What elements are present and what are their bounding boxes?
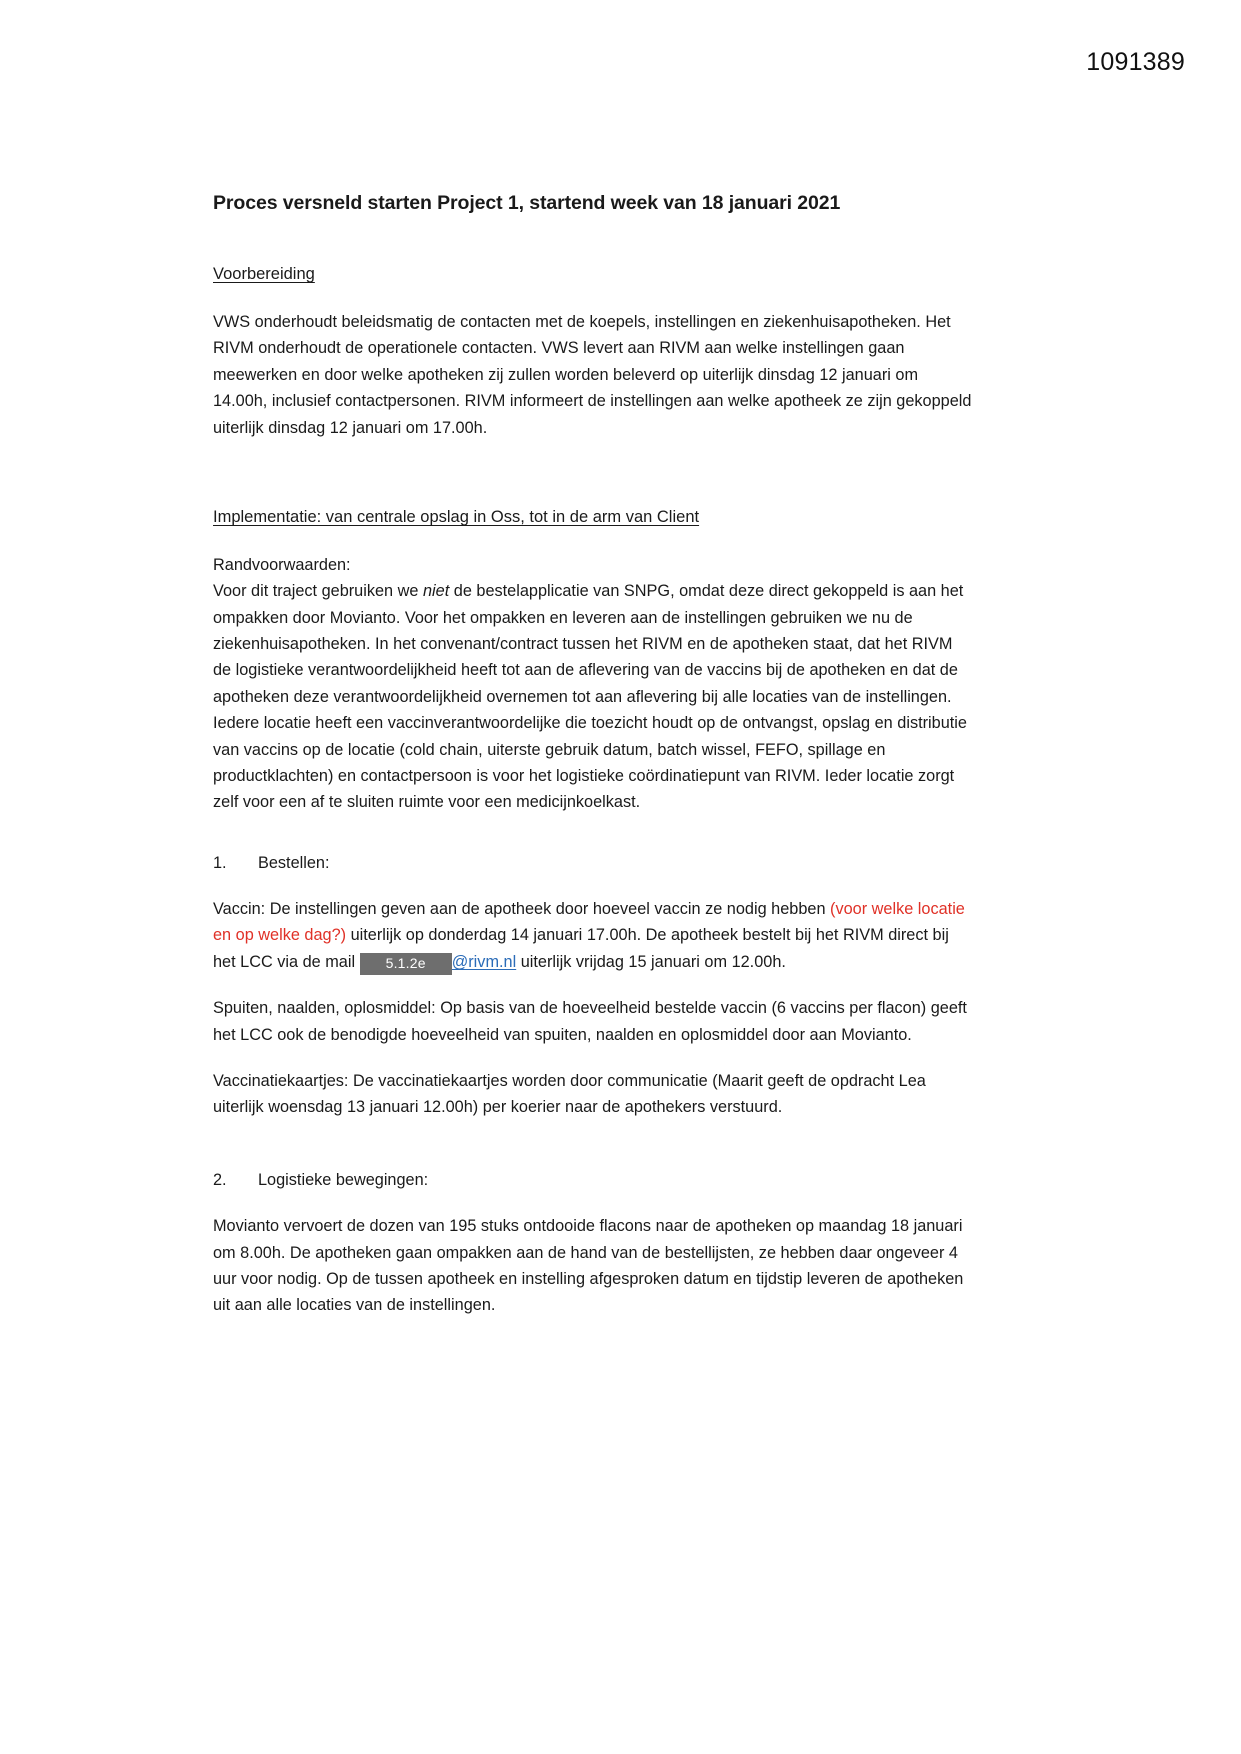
vaccin-text-suffix: uiterlijk vrijdag 15 januari om 12.00h.: [516, 952, 786, 971]
vaccin-text-middle: uiterlijk op donderdag 14 januari 17.00h. De apotheek bestelt bij het RIVM direct bij het LCC via de mail: [213, 926, 949, 971]
randvoorwaarden-emphasis-niet: niet: [422, 582, 450, 601]
paragraph-randvoorwaarden: [213, 578, 975, 816]
spacer: [213, 836, 975, 850]
paragraph-vaccin: [213, 896, 975, 975]
paragraph-vaccinatiekaartjes: Vaccinatiekaartjes: De vaccinatiekaartjes worden door communicatie (Maarit geeft de opdracht Lea uiterlijk woensdag 13 januari 12.00h) per koerier naar de apothekers verstuurd.: [213, 1072, 926, 1117]
randvoorwaarden-text-part1: Voor dit traject gebruiken we: [213, 582, 423, 601]
spacer: [213, 461, 975, 505]
red-annotation-note: (voor welke locatie en op welke dag?): [213, 900, 965, 945]
label-randvoorwaarden: Randvoorwaarden:: [213, 555, 351, 574]
randvoorwaarden-text-part2: de bestelapplicatie van SNPG, omdat deze direct gekoppeld is aan het ompakken door Movianto. Voor het ompakken en leveren aan de instellingen gebruiken we nu de ziekenhuisapotheken. In het convenant/contract tussen het RIVM en de apotheken staat, dat het RIVM de logistieke verantwoordelijkheid heeft tot aan de aflevering van de vaccins bij de apotheken en dat de apotheken deze verantwoordelijkheid overnemen tot aan aflevering bij alle locaties van de instellingen. Iedere locatie heeft een vaccinverantwoordelijke die toezicht houdt op de ontvangst, opslag en distributie van vaccins op de locatie (cold chain, uiterste gebruik datum, batch wissel, FEFO, spillage en productklachten) en contactpersoon is voor het logistieke coördinatiepunt van RIVM. Ieder locatie zorgt zelf voor een af te sluiten ruimte voor een medicijnkoelkast.: [213, 582, 967, 812]
redaction-box: 5.1.2e: [360, 953, 452, 976]
page-title: Proces versneld starten Project 1, startend week van 18 januari 2021: [213, 192, 841, 214]
list-item-1: [213, 850, 975, 876]
list-item-2: [213, 1167, 975, 1193]
paragraph-voorbereiding: VWS onderhoudt beleidsmatig de contacten met de koepels, instellingen en ziekenhuisapotheken. Het RIVM onderhoudt de operationele contacten. VWS levert aan RIVM aan welke instellingen gaan meewerken en door welke apotheken zij zullen worden beleverd op uiterlijk dinsdag 12 januari om 14.00h, inclusief contactpersonen. RIVM informeert de instellingen aan welke apotheek ze zijn gekoppeld uiterlijk dinsdag 12 januari om 17.00h.: [213, 313, 972, 437]
email-domain-link[interactable]: @rivm.nl: [451, 952, 517, 971]
list-item-1-number: 1.: [213, 853, 227, 872]
paragraph-spuiten-naalden: Spuiten, naalden, oplosmiddel: Op basis van de hoeveelheid bestelde vaccin (6 vaccins per flacon) geeft het LCC ook de benodigde hoeveelheid van spuiten, naalden en oplosmiddel door aan Movianto.: [213, 999, 967, 1044]
vaccin-text-prefix: Vaccin: De instellingen geven aan de apotheek door hoeveel vaccin ze nodig hebben: [213, 900, 831, 919]
section-heading-implementatie: Implementatie: van centrale opslag in Oss, tot in de arm van Client: [213, 508, 700, 527]
section-heading-voorbereiding: Voorbereiding: [213, 265, 315, 284]
document-number: 1091389: [1086, 48, 1185, 76]
list-item-2-number: 2.: [213, 1170, 227, 1189]
paragraph-logistieke-bewegingen: Movianto vervoert de dozen van 195 stuks ontdooide flacons naar de apotheken op maandag 18 januari om 8.00h. De apotheken gaan ompakken aan de hand van de bestellijsten, ze hebben daar ongeveer 4 uur voor nodig. Op de tussen apotheek en instelling afgesproken datum en tijdstip leveren de apotheken uit aan alle locaties van de instellingen.: [213, 1217, 964, 1315]
document-body: [213, 190, 975, 1339]
spacer: [213, 1141, 975, 1167]
list-item-1-label: Bestellen:: [258, 853, 330, 872]
list-item-2-label: Logistieke bewegingen:: [258, 1170, 429, 1189]
